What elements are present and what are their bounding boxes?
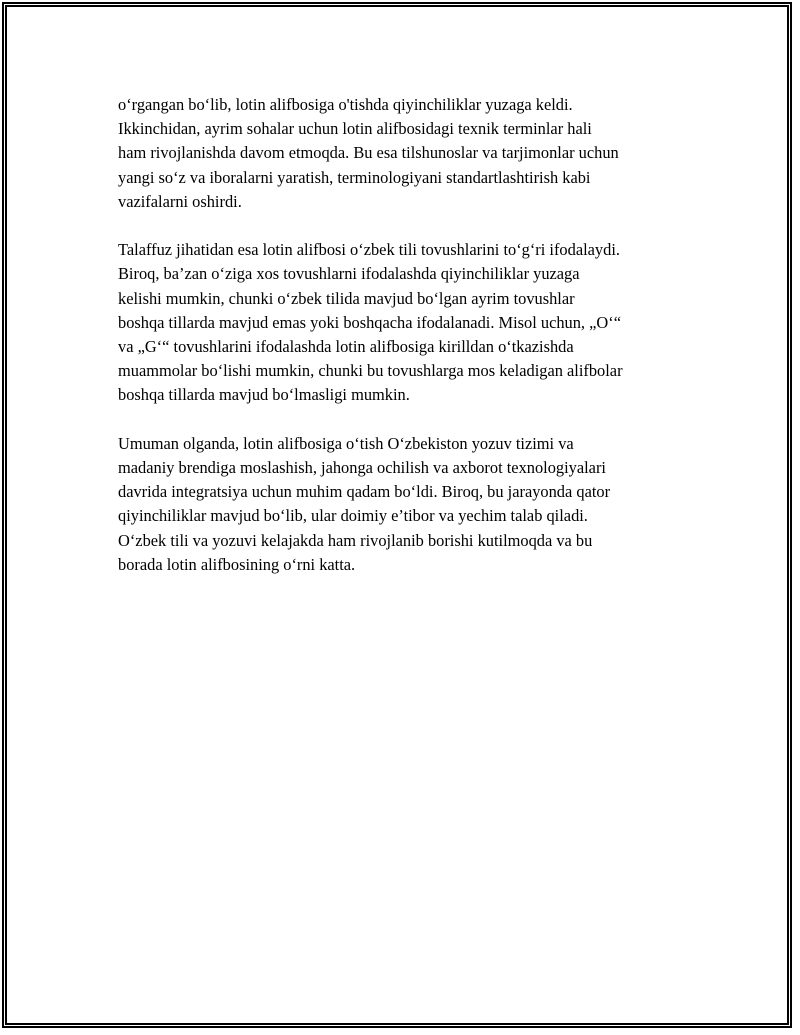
paragraph-1: o‘rgangan bo‘lib, lotin alifbosiga o'tishda qiyinchiliklar yuzaga keldi. Ikkinchidan, ayrim sohalar uchun lotin alifbosidagi texnik terminlar hali ham rivojlanishda davom etmoqda. Bu esa tilshunoslar va tarjimonlar uchun yangi so‘z va iboralarni yaratish, terminologiyani standartlashtirish kabi vazifalarni oshirdi.	[118, 95, 619, 211]
paragraph-2: Talaffuz jihatidan esa lotin alifbosi o‘zbek tili tovushlarini to‘g‘ri ifodalaydi. Biroq, ba’zan o‘ziga xos tovushlarni ifodalashda qiyinchiliklar yuzaga kelishi mumkin, chunki o‘zbek tilida mavjud bo‘lgan ayrim tovushlar boshqa tillarda mavjud emas yoki boshqacha ifodalanadi. Misol uchun, „O‘“ va „G‘“ tovushlarini ifodalashda lotin alifbosiga kirilldan o‘tkazishda muammolar bo‘lishi mumkin, chunki bu tovushlarga mos keladigan alifbolar boshqa tillarda mavjud bo‘lmasligi mumkin.	[118, 240, 623, 405]
document-body	[118, 93, 698, 601]
paragraph-3: Umuman olganda, lotin alifbosiga o‘tish O‘zbekiston yozuv tizimi va madaniy brendiga moslashish, jahonga ochilish va axborot texnologiyalari davrida integratsiya uchun muhim qadam bo‘ldi. Biroq, bu jarayonda qator qiyinchiliklar mavjud bo‘lib, ular doimiy e’tibor va yechim talab qiladi. O‘zbek tili va yozuvi kelajakda ham rivojlanib borishi kutilmoqda va bu borada lotin alifbosining o‘rni katta.	[118, 433, 611, 574]
